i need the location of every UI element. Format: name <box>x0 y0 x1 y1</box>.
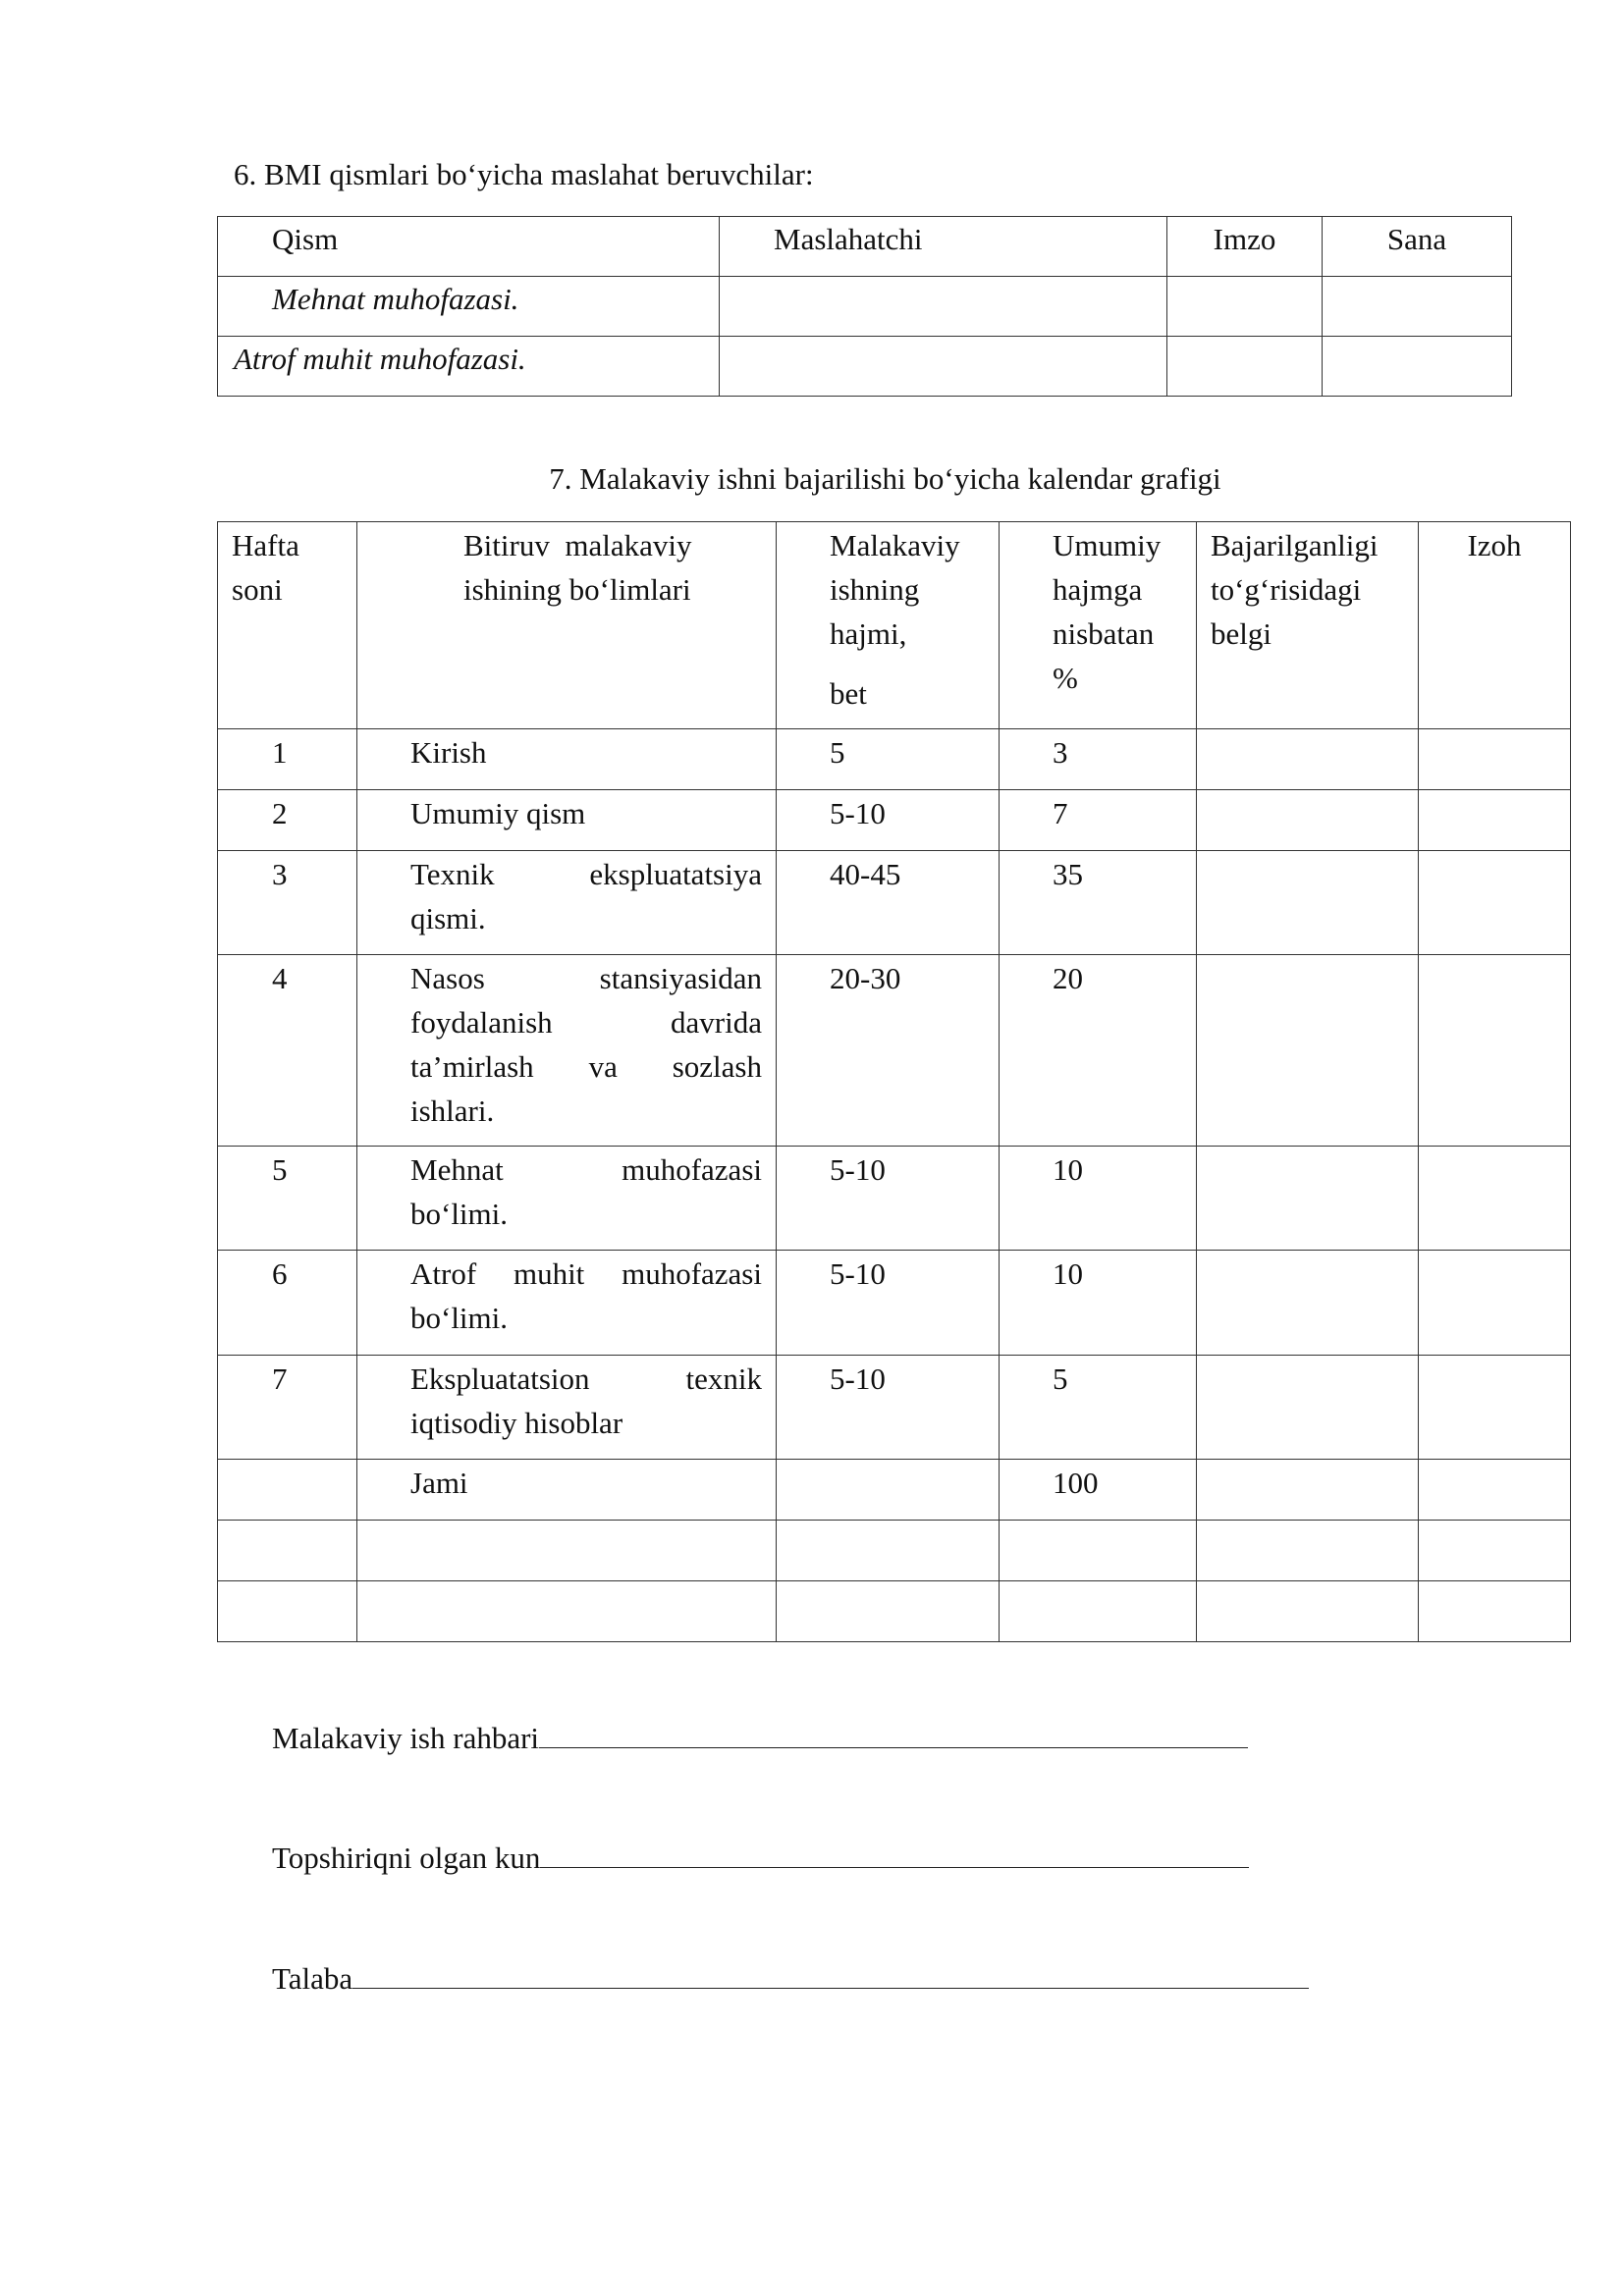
percent-cell: 5 <box>1000 1356 1197 1460</box>
week-cell: 2 <box>218 790 357 851</box>
total-percent-cell: 100 <box>1000 1460 1197 1521</box>
header-sana: Sana <box>1323 217 1512 277</box>
header-line: soni <box>232 572 283 607</box>
pages-cell: 5-10 <box>777 790 1000 851</box>
schedule-row <box>218 1251 1571 1356</box>
section-line: bo‘limi. <box>410 1197 509 1231</box>
header-line: to‘g‘risidagi <box>1211 572 1362 607</box>
section-line: iqtisodiy hisoblar <box>410 1406 623 1440</box>
pages-cell: 5-10 <box>777 1251 1000 1356</box>
mark-cell[interactable] <box>1197 790 1419 851</box>
header-maslahatchi: Maslahatchi <box>720 217 1167 277</box>
note-cell[interactable] <box>1419 729 1571 790</box>
supervisor-blank[interactable] <box>539 1716 1248 1748</box>
header-line: Bitiruv malakaviy <box>463 528 692 562</box>
header-line: ishining bo‘limlari <box>463 572 691 607</box>
percent-cell: 7 <box>1000 790 1197 851</box>
received-date-label: Topshiriqni olgan kun <box>272 1841 541 1875</box>
student-blank[interactable] <box>352 1956 1309 1989</box>
week-cell: 7 <box>218 1356 357 1460</box>
empty-cell[interactable] <box>218 1521 357 1581</box>
calendar-schedule-table <box>217 521 1571 1642</box>
schedule-header-row <box>218 522 1571 729</box>
header-line: belgi <box>1211 616 1271 651</box>
header-hajmi <box>777 522 1000 729</box>
total-label-cell: Jami <box>357 1460 777 1521</box>
header-nisbatan <box>1000 522 1197 729</box>
received-date-blank[interactable] <box>540 1836 1249 1868</box>
empty-cell[interactable] <box>218 1581 357 1642</box>
header-line: bet <box>830 676 867 711</box>
note-cell[interactable] <box>1419 790 1571 851</box>
mark-cell[interactable] <box>1197 1356 1419 1460</box>
maslahatchi-cell[interactable] <box>720 337 1167 397</box>
percent-cell: 35 <box>1000 851 1197 955</box>
section-cell <box>357 1147 777 1251</box>
header-line: hajmga <box>1053 572 1143 607</box>
empty-cell[interactable] <box>1419 1581 1571 1642</box>
schedule-row <box>218 955 1571 1147</box>
pages-cell: 5 <box>777 729 1000 790</box>
note-cell[interactable] <box>1419 1460 1571 1521</box>
schedule-row <box>218 1356 1571 1460</box>
pages-cell: 40-45 <box>777 851 1000 955</box>
pages-cell <box>777 1460 1000 1521</box>
schedule-row <box>218 790 1571 851</box>
advisors-table <box>217 216 1512 397</box>
section-line: Texnik ekspluatatsiya <box>410 857 762 891</box>
section-line: ta’mirlash va sozlash <box>410 1049 762 1084</box>
schedule-empty-row <box>218 1581 1571 1642</box>
section-line: Atrof muhit muhofazasi <box>410 1256 762 1291</box>
schedule-empty-row <box>218 1521 1571 1581</box>
pages-cell: 5-10 <box>777 1147 1000 1251</box>
mark-cell[interactable] <box>1197 955 1419 1147</box>
schedule-row <box>218 1147 1571 1251</box>
section-line: ishlari. <box>410 1094 495 1128</box>
qism-cell: Atrof muhit muhofazasi. <box>218 337 720 397</box>
advisors-row <box>218 277 1512 337</box>
section-6-heading: 6. BMI qismlari bo‘yicha maslahat beruvchilar: <box>234 157 814 191</box>
section-line: foydalanish davrida <box>410 1005 762 1040</box>
supervisor-label: Malakaviy ish rahbari <box>272 1721 540 1755</box>
mark-cell[interactable] <box>1197 851 1419 955</box>
mark-cell[interactable] <box>1197 1460 1419 1521</box>
week-cell <box>218 1460 357 1521</box>
header-line: Bajarilganligi <box>1211 528 1379 562</box>
mark-cell[interactable] <box>1197 1147 1419 1251</box>
week-cell: 5 <box>218 1147 357 1251</box>
pages-cell: 5-10 <box>777 1356 1000 1460</box>
header-line: Malakaviy <box>830 528 960 562</box>
section-cell <box>357 1251 777 1356</box>
percent-cell: 3 <box>1000 729 1197 790</box>
section-line: Mehnat muhofazasi <box>410 1152 762 1187</box>
note-cell[interactable] <box>1419 1147 1571 1251</box>
section-line: Kirish <box>410 735 487 770</box>
percent-cell: 10 <box>1000 1147 1197 1251</box>
advisors-row <box>218 337 1512 397</box>
mark-cell[interactable] <box>1197 729 1419 790</box>
maslahatchi-cell[interactable] <box>720 277 1167 337</box>
empty-cell[interactable] <box>1197 1581 1419 1642</box>
schedule-row <box>218 729 1571 790</box>
schedule-total-row <box>218 1460 1571 1521</box>
mark-cell[interactable] <box>1197 1251 1419 1356</box>
week-cell: 3 <box>218 851 357 955</box>
section-line: Umumiy qism <box>410 796 586 830</box>
header-line: hajmi, <box>830 616 907 651</box>
week-cell: 6 <box>218 1251 357 1356</box>
schedule-row <box>218 851 1571 955</box>
header-line: % <box>1053 661 1078 695</box>
supervisor-signature-line <box>272 1716 1248 1756</box>
empty-cell[interactable] <box>1419 1521 1571 1581</box>
imzo-cell[interactable] <box>1167 277 1323 337</box>
empty-cell[interactable] <box>357 1521 777 1581</box>
empty-cell[interactable] <box>777 1521 1000 1581</box>
section-cell <box>357 851 777 955</box>
student-signature-line <box>272 1956 1309 1997</box>
header-izoh: Izoh <box>1419 522 1571 729</box>
pages-cell: 20-30 <box>777 955 1000 1147</box>
sana-cell[interactable] <box>1323 337 1512 397</box>
section-line: bo‘limi. <box>410 1301 509 1335</box>
student-label: Talaba <box>272 1961 353 1996</box>
section-cell <box>357 729 777 790</box>
section-7-heading: 7. Malakaviy ishni bajarilishi bo‘yicha kalendar grafigi <box>549 461 1221 496</box>
header-line: Umumiy <box>1053 528 1162 562</box>
note-cell[interactable] <box>1419 851 1571 955</box>
header-hafta-soni <box>218 522 357 729</box>
section-line: Ekspluatatsion texnik <box>410 1362 762 1396</box>
note-cell[interactable] <box>1419 1356 1571 1460</box>
week-cell: 4 <box>218 955 357 1147</box>
empty-cell[interactable] <box>357 1581 777 1642</box>
header-line: ishning <box>830 572 920 607</box>
header-imzo: Imzo <box>1167 217 1323 277</box>
percent-cell: 20 <box>1000 955 1197 1147</box>
header-belgi <box>1197 522 1419 729</box>
header-bolimlar <box>357 522 777 729</box>
advisors-header-row <box>218 217 1512 277</box>
received-date-signature-line <box>272 1836 1249 1876</box>
note-cell[interactable] <box>1419 1251 1571 1356</box>
empty-cell[interactable] <box>1197 1521 1419 1581</box>
header-line: Hafta <box>232 528 299 562</box>
note-cell[interactable] <box>1419 955 1571 1147</box>
sana-cell[interactable] <box>1323 277 1512 337</box>
section-line: qismi. <box>410 901 486 935</box>
empty-cell[interactable] <box>1000 1521 1197 1581</box>
empty-cell[interactable] <box>1000 1581 1197 1642</box>
empty-cell[interactable] <box>777 1581 1000 1642</box>
imzo-cell[interactable] <box>1167 337 1323 397</box>
qism-cell: Mehnat muhofazasi. <box>218 277 720 337</box>
section-cell <box>357 1356 777 1460</box>
percent-cell: 10 <box>1000 1251 1197 1356</box>
section-cell <box>357 955 777 1147</box>
header-line: nisbatan <box>1053 616 1155 651</box>
section-line: Nasos stansiyasidan <box>410 961 762 995</box>
section-cell <box>357 790 777 851</box>
week-cell: 1 <box>218 729 357 790</box>
header-qism: Qism <box>218 217 720 277</box>
